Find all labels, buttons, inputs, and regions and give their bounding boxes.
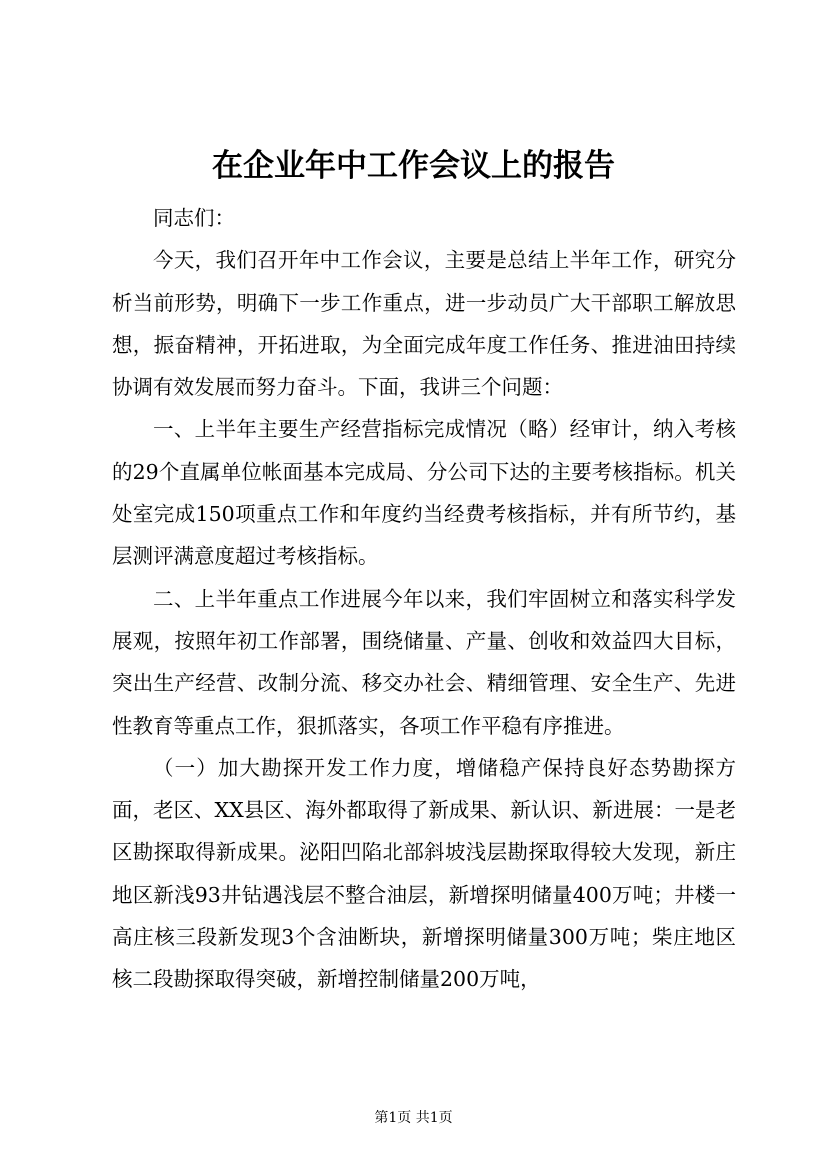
paragraph-section-2: 二、上半年重点工作进展今年以来，我们牢固树立和落实科学发展观，按照年初工作部署，围绕储量、产量、创收和效益四大目标，突出生产经营、改制分流、移交办社会、精细管理、安全生产、先进性教育等重点工作，狠抓落实，各项工作平稳有序推进。 (112, 586, 736, 738)
document-body (112, 197, 736, 1001)
paragraph-intro: 今天，我们召开年中工作会议，主要是总结上半年工作，研究分析当前形势，明确下一步工作重点，进一步动员广大干部职工解放思想，振奋精神，开拓进取，为全面完成年度工作任务、推进油田持续协调有效发展而努力奋斗。下面，我讲三个问题： (112, 248, 736, 400)
document-title: 在企业年中工作会议上的报告 (212, 148, 615, 184)
page-footer: 第1页 共1页 (374, 1110, 453, 1126)
paragraph-section-1: 一、上半年主要生产经营指标完成情况（略）经审计，纳入考核的29个直属单位帐面基本完成局、分公司下达的主要考核指标。机关处室完成150项重点工作和年度约当经费考核指标，并有所节约，基层测评满意度超过考核指标。 (112, 417, 736, 569)
paragraph-subsection-1: （一）加大勘探开发工作力度，增储稳产保持良好态势勘探方面，老区、XX县区、海外都取得了新成果、新认识、新进展：一是老区勘探取得新成果。泌阳凹陷北部斜坡浅层勘探取得较大发现，新庄地区新浅93井钻遇浅层不整合油层，新增探明储量400万吨；井楼一高庄核三段新发现3个含油断块，新增探明储量300万吨；柴庄地区核二段勘探取得突破，新增控制储量200万吨， (112, 755, 736, 992)
salutation: 同志们： (153, 206, 235, 230)
